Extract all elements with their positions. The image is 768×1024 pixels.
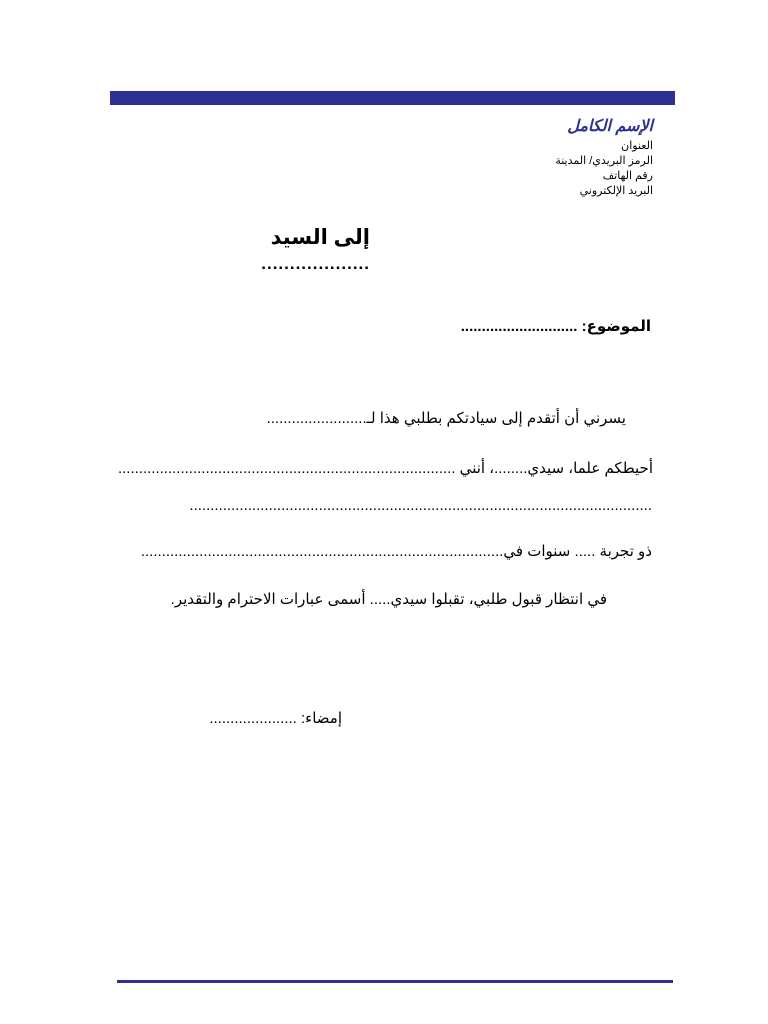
sender-address: العنوان [621,140,653,152]
sender-postal-city: الرمز البريدي/ المدينة [555,155,653,167]
body-line-4: ذو تجربة ..... سنوات في....................................................................................... [140,543,652,560]
subject-line: الموضوع: ............................ [460,318,651,335]
body-line-2: أحيطكم علما، سيدي........، أنني ................................................................................. [117,460,653,477]
signature-line: إمضاء: ..................... [209,710,342,727]
body-line-5: في انتظار قبول طلبي، تقبلوا سيدي..... أسمى عبارات الاحترام والتقدير. [170,591,607,608]
sender-email: البريد الإلكتروني [579,185,653,197]
body-line-3: ............................................................................................................... [189,497,652,514]
sender-full-name: الإسم الكامل [567,118,653,135]
recipient-title: إلى السيد [270,226,370,249]
sender-phone: رقم الهاتف [602,170,653,182]
sender-block [555,115,653,199]
body-line-1: يسرني أن أتقدم إلى سيادتكم بطلبي هذا لـ........................ [266,410,626,427]
footer-rule [117,980,673,983]
recipient-placeholder: ................... [261,254,370,273]
header-bar [110,91,675,105]
